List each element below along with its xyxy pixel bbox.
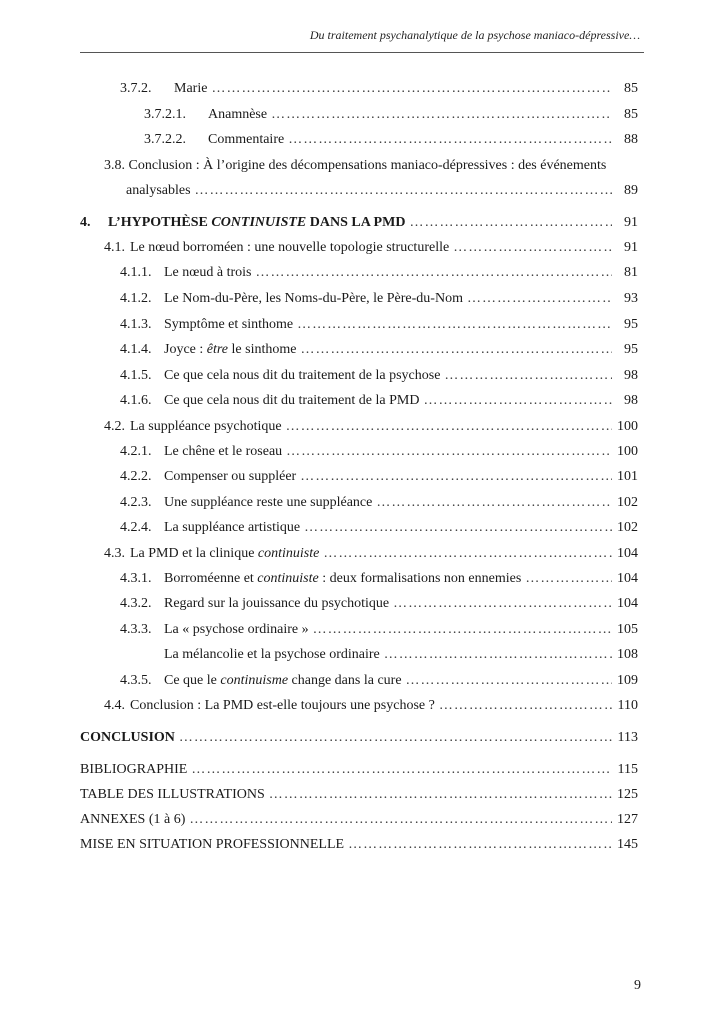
- toc-title: La suppléance psychotique: [130, 419, 282, 434]
- toc-entry-4-1-6[interactable]: [120, 392, 638, 409]
- toc-entry-bibliographie[interactable]: [80, 761, 638, 778]
- toc-entry-4-3-4[interactable]: [120, 646, 638, 663]
- toc-title: Ce que cela nous dit du traitement de la psychose: [164, 368, 441, 383]
- toc-title: Conclusion : À l’origine des décompensations maniaco-dépressives : des événements: [128, 158, 607, 173]
- toc-entry-3-7-2[interactable]: [120, 80, 638, 97]
- toc-page: 98: [624, 368, 638, 383]
- dot-leader: [393, 595, 612, 612]
- toc-number: 4.2.4.: [120, 520, 152, 535]
- dot-leader: [348, 836, 612, 853]
- toc-number: 4.2.3.: [120, 495, 152, 510]
- dot-leader: [323, 545, 612, 562]
- toc-title: TABLE DES ILLUSTRATIONS: [80, 787, 265, 802]
- toc-title: Le nœud à trois: [164, 265, 252, 280]
- toc-title: Symptôme et sinthome: [164, 317, 294, 332]
- toc-number: 4.3.: [104, 546, 125, 561]
- toc-entry-4-3-3[interactable]: [120, 621, 638, 638]
- toc-page: 113: [617, 730, 638, 745]
- dot-leader: [300, 341, 612, 358]
- toc-number: 4.3.3.: [120, 622, 152, 637]
- toc-title: Marie: [174, 81, 208, 96]
- toc-page: 95: [624, 317, 638, 332]
- toc-title: Commentaire: [208, 132, 285, 147]
- toc-entry-4-1-3[interactable]: [120, 316, 638, 333]
- toc-page: 101: [617, 469, 638, 484]
- dot-leader: [255, 264, 612, 281]
- toc-page: 85: [624, 107, 638, 122]
- toc-title: Ce que cela nous dit du traitement de la PMD: [164, 393, 420, 408]
- toc-entry-4-2-1[interactable]: [120, 443, 638, 460]
- toc-page: 145: [617, 837, 638, 852]
- toc-entry-4-3-2[interactable]: [120, 595, 638, 612]
- toc-title: L’HYPOTHÈSE CONTINUISTE DANS LA PMD: [108, 215, 406, 230]
- toc-page: 104: [617, 571, 638, 586]
- toc-title: Compenser ou suppléer: [164, 469, 297, 484]
- toc-number: 3.7.2.: [120, 81, 152, 96]
- toc-page: 104: [617, 596, 638, 611]
- dot-leader: [271, 106, 612, 123]
- toc-entry-4[interactable]: [80, 214, 638, 231]
- toc-entry-4-2[interactable]: [104, 418, 638, 435]
- toc-number: 4.1.3.: [120, 317, 152, 332]
- toc-entry-4-1-5[interactable]: [120, 367, 638, 384]
- dot-leader: [286, 443, 612, 460]
- toc-entry-4-3-5[interactable]: [120, 672, 638, 689]
- toc-page: 109: [617, 673, 638, 688]
- dot-leader: [211, 80, 612, 97]
- page-number: 9: [634, 978, 641, 993]
- toc-title: Le chêne et le roseau: [164, 444, 283, 459]
- toc-number: 4.2.: [104, 419, 125, 434]
- dot-leader: [453, 239, 612, 256]
- dot-leader: [191, 761, 612, 778]
- toc-page: 91: [624, 240, 638, 255]
- toc-title: Conclusion : La PMD est-elle toujours une psychose ?: [130, 698, 435, 713]
- dot-leader: [195, 182, 612, 199]
- toc-entry-3-7-2-1[interactable]: [144, 106, 638, 123]
- toc-page: 115: [617, 762, 638, 777]
- toc-number: 4.2.2.: [120, 469, 152, 484]
- toc-entry-conclusion[interactable]: [80, 729, 638, 746]
- toc-number: 3.8.: [104, 158, 125, 173]
- toc-title: CONCLUSION: [80, 730, 175, 745]
- toc-title: ANNEXES (1 à 6): [80, 812, 186, 827]
- toc-page: 93: [624, 291, 638, 306]
- toc-title: La mélancolie et la psychose ordinaire: [164, 647, 380, 662]
- toc-page: 125: [617, 787, 638, 802]
- toc-entry-4-1[interactable]: [104, 239, 638, 256]
- toc-entry-4-2-2[interactable]: [120, 468, 638, 485]
- dot-leader: [313, 621, 612, 638]
- toc-page: 108: [617, 647, 638, 662]
- toc-title-continued: analysables: [126, 183, 191, 198]
- toc-page: 85: [624, 81, 638, 96]
- toc-page: 104: [617, 546, 638, 561]
- toc-title: Regard sur la jouissance du psychotique: [164, 596, 390, 611]
- toc-number: 4.4.: [104, 698, 125, 713]
- toc-title: Borroméenne et continuiste : deux formalisations non ennemies: [164, 571, 522, 586]
- dot-leader: [444, 367, 612, 384]
- dot-leader: [297, 316, 612, 333]
- toc-entry-illustrations[interactable]: [80, 786, 638, 803]
- toc-entry-mise-en-situation[interactable]: [80, 836, 638, 853]
- dot-leader: [300, 468, 612, 485]
- dot-leader: [467, 290, 612, 307]
- toc-title: MISE EN SITUATION PROFESSIONNELLE: [80, 837, 345, 852]
- toc-entry-4-1-2[interactable]: [120, 290, 638, 307]
- dot-leader: [376, 494, 612, 511]
- toc-entry-4-4[interactable]: [104, 697, 638, 714]
- toc-number: 4.2.1.: [120, 444, 152, 459]
- toc-page: 105: [617, 622, 638, 637]
- toc-number: 4.1.5.: [120, 368, 152, 383]
- toc-entry-4-3-1[interactable]: [120, 570, 638, 587]
- toc-number: 4.3.2.: [120, 596, 152, 611]
- header-divider: [80, 52, 644, 53]
- toc-page: 100: [617, 444, 638, 459]
- toc-entry-annexes[interactable]: [80, 811, 638, 828]
- toc-entry-4-2-3[interactable]: [120, 494, 638, 511]
- toc-entry-3-7-2-2[interactable]: [144, 131, 638, 148]
- toc-title: La « psychose ordinaire »: [164, 622, 309, 637]
- toc-title: Anamnèse: [208, 107, 268, 122]
- toc-number: 4.3.5.: [120, 673, 152, 688]
- toc-title: BIBLIOGRAPHIE: [80, 762, 188, 777]
- toc-page: 88: [624, 132, 638, 147]
- toc-page: 95: [624, 342, 638, 357]
- dot-leader: [179, 729, 612, 746]
- toc-title: Ce que le continuisme change dans la cure: [164, 673, 402, 688]
- toc-page: 89: [624, 183, 638, 198]
- toc-page: 100: [617, 419, 638, 434]
- toc-title: La suppléance artistique: [164, 520, 301, 535]
- toc-number: 3.7.2.1.: [144, 107, 186, 122]
- toc-number: 4.1.1.: [120, 265, 152, 280]
- toc-entry-4-1-4[interactable]: [120, 341, 638, 358]
- dot-leader: [439, 697, 612, 714]
- dot-leader: [423, 392, 612, 409]
- toc-entry-4-3[interactable]: [104, 545, 638, 562]
- running-header: Du traitement psychanalytique de la psychose maniaco-dépressive…: [309, 28, 640, 42]
- toc-page: 81: [624, 265, 638, 280]
- dot-leader: [384, 646, 612, 663]
- toc-entry-3-8-line1[interactable]: [104, 157, 606, 174]
- toc-number: 4.1.: [104, 240, 125, 255]
- dot-leader: [189, 811, 612, 828]
- toc-page: 91: [624, 215, 638, 230]
- toc-title: Une suppléance reste une suppléance: [164, 495, 373, 510]
- dot-leader: [525, 570, 612, 587]
- toc-number: 4.: [80, 215, 91, 230]
- toc-title: Le nœud borroméen : une nouvelle topologie structurelle: [130, 240, 450, 255]
- toc-entry-4-1-1[interactable]: [120, 264, 638, 281]
- toc-number: 4.1.6.: [120, 393, 152, 408]
- dot-leader: [406, 672, 612, 689]
- toc-title: Joyce : être le sinthome: [164, 342, 297, 357]
- toc-page: 127: [617, 812, 638, 827]
- toc-title: La PMD et la clinique continuiste: [130, 546, 320, 561]
- dot-leader: [409, 214, 612, 231]
- toc-entry-3-8[interactable]: [126, 182, 638, 199]
- toc-page: 102: [617, 495, 638, 510]
- toc-number: 4.1.4.: [120, 342, 152, 357]
- dot-leader: [286, 418, 612, 435]
- toc-entry-4-2-4[interactable]: [120, 519, 638, 536]
- dot-leader: [269, 786, 612, 803]
- dot-leader: [288, 131, 612, 148]
- toc-page: 110: [617, 698, 638, 713]
- toc-number: 4.1.2.: [120, 291, 152, 306]
- dot-leader: [304, 519, 612, 536]
- toc-page: 98: [624, 393, 638, 408]
- toc-number: 4.3.1.: [120, 571, 152, 586]
- toc-page: 102: [617, 520, 638, 535]
- toc-title: Le Nom-du-Père, les Noms-du-Père, le Père-du-Nom: [164, 291, 463, 306]
- toc-number: 3.7.2.2.: [144, 132, 186, 147]
